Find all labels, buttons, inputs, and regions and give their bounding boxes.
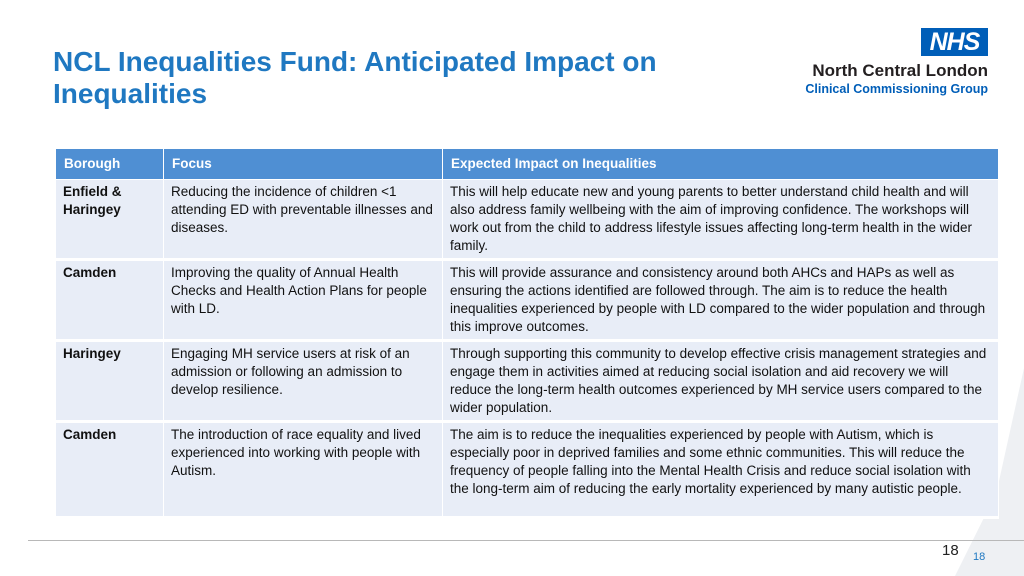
impact-cell: Through supporting this community to develop effective crisis management strategies and engage them in activities aimed at reducing social isolation and aid recovery we will reduce the long-term health outcomes experienced by MH service users compared to the wider population. — [443, 341, 999, 422]
impact-cell: The aim is to reduce the inequalities experienced by people with Autism, which is especially poor in deprived families and some ethnic communities. This will reduce the frequency of people falling into the Mental Health Crisis and reduce social isolation with the long-term aim of reducing the early mortality experienced by many autistic people. — [443, 422, 999, 518]
focus-cell: The introduction of race equality and lived experienced into working with people with Autism. — [164, 422, 443, 518]
header-impact: Expected Impact on Inequalities — [443, 149, 999, 180]
page-title: NCL Inequalities Fund: Anticipated Impact on Inequalities — [53, 46, 657, 109]
page-number-small: 18 — [973, 551, 986, 563]
borough-cell: Haringey — [56, 341, 164, 422]
header-borough: Borough — [56, 149, 164, 180]
table-row — [56, 422, 999, 518]
impact-cell: This will help educate new and young parents to better understand child health and will also address family wellbeing with the aim of improving confidence. The workshops will work out from the child to address lifestyle issues affecting long-term health in the wider family. — [443, 180, 999, 260]
borough-cell: Enfield & Haringey — [56, 180, 164, 260]
impact-table — [55, 148, 999, 519]
borough-cell: Camden — [56, 422, 164, 518]
table-row — [56, 180, 999, 260]
header-focus: Focus — [164, 149, 443, 180]
table-header-row — [56, 149, 999, 180]
table-row — [56, 260, 999, 341]
page-number: 18 — [942, 542, 959, 559]
focus-cell: Engaging MH service users at risk of an admission or following an admission to develop resilience. — [164, 341, 443, 422]
focus-cell: Improving the quality of Annual Health Checks and Health Action Plans for people with LD. — [164, 260, 443, 341]
org-name: North Central London — [812, 61, 988, 80]
org-subtitle: Clinical Commissioning Group — [805, 82, 988, 96]
nhs-logo — [780, 28, 990, 100]
borough-cell: Camden — [56, 260, 164, 341]
impact-cell: This will provide assurance and consistency around both AHCs and HAPs as well as ensuring the actions identified are followed through. The aim is to reduce the health inequalities experienced by people with LD compared to the wider population and through this improve outcomes. — [443, 260, 999, 341]
focus-cell: Reducing the incidence of children <1 attending ED with preventable illnesses and diseases. — [164, 180, 443, 260]
nhs-badge: NHS — [921, 28, 988, 56]
table-row — [56, 341, 999, 422]
footer-divider — [28, 540, 1024, 541]
